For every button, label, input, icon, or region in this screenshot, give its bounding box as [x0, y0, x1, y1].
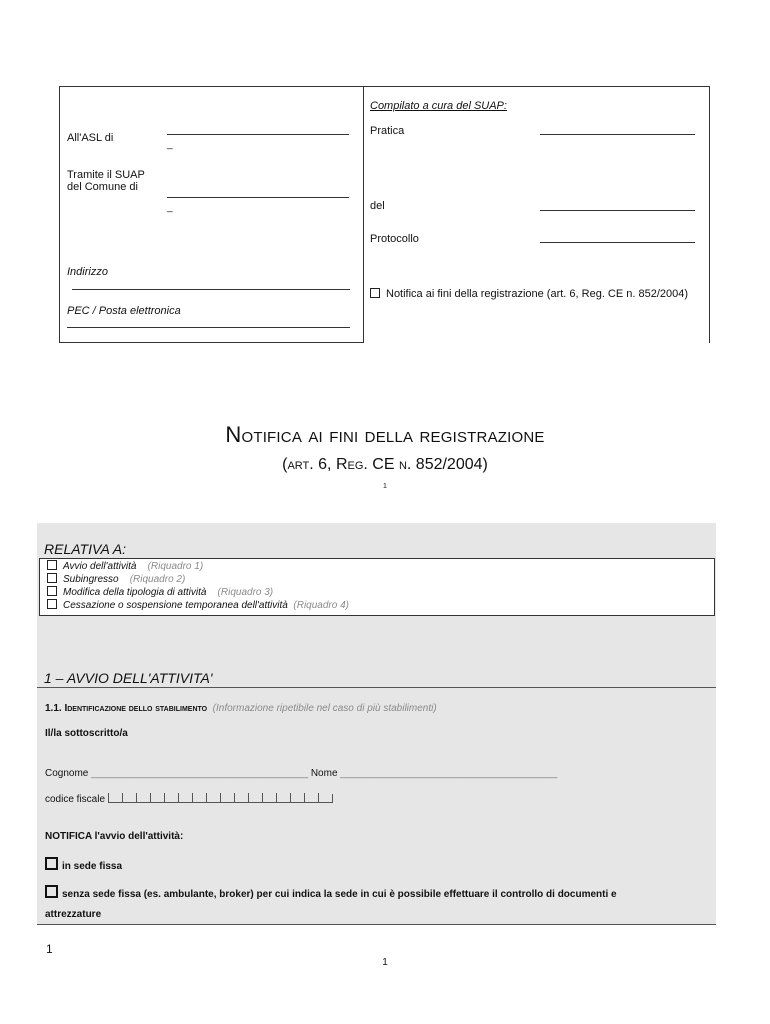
suap-label-2: del Comune di [67, 181, 138, 193]
checkbox-icon[interactable] [370, 288, 380, 298]
relativa-box [39, 558, 715, 616]
notifica-checkbox-row[interactable] [370, 288, 688, 300]
suap-field[interactable] [167, 197, 349, 198]
page-title: Notifica ai fini della registrazione [225, 422, 545, 447]
checkbox-icon[interactable] [45, 857, 58, 870]
nome-field[interactable]: _______________________________________ [340, 768, 558, 779]
notifica-label: NOTIFICA l'avvio dell'attività: [45, 831, 184, 842]
page-number: 1 [382, 957, 388, 968]
subsection-title: 1.1. Identificazione dello stabilimento (Informazione ripetibile nel caso di più stabilimenti) [45, 703, 437, 714]
asl-field[interactable] [167, 134, 349, 135]
suap-title: Compilato a cura del SUAP: [370, 100, 507, 112]
notifica-checkbox-label: Notifica ai fini della registrazione (art. 6, Reg. CE n. 852/2004) [386, 288, 689, 300]
section-bottom-divider [37, 924, 716, 925]
footnote-number: 1 [46, 942, 53, 956]
cognome-field[interactable]: _______________________________________ [91, 768, 309, 779]
checkbox-icon[interactable] [45, 885, 58, 898]
codice-fiscale-row [45, 793, 333, 806]
checkbox-icon[interactable] [47, 560, 57, 570]
option-sede-fissa[interactable]: in sede fissa [45, 857, 122, 872]
relativa-item[interactable]: Avvio dell'attività (Riquadro 1) [47, 560, 349, 573]
asl-underscore: _ [167, 139, 173, 150]
relativa-item[interactable]: Subingresso (Riquadro 2) [47, 573, 349, 586]
checkbox-icon[interactable] [47, 573, 57, 583]
cognome-label: Cognome [45, 768, 89, 779]
cf-input[interactable] [108, 795, 333, 806]
section1-heading: 1 – AVVIO DELL'ATTIVITA' [44, 670, 213, 686]
pratica-label: Pratica [370, 125, 405, 137]
pratica-field[interactable] [540, 134, 695, 135]
relativa-item[interactable]: Cessazione o sospensione temporanea dell'attività (Riquadro 4) [47, 599, 349, 612]
relativa-item[interactable]: Modifica della tipologia di attività (Riquadro 3) [47, 586, 349, 599]
asl-label: All'ASL di [67, 132, 114, 144]
relativa-heading: RELATIVA A: [44, 541, 126, 557]
indirizzo-label: Indirizzo [67, 266, 108, 278]
indirizzo-field[interactable] [72, 289, 350, 290]
pec-field[interactable] [67, 327, 350, 328]
page-subtitle: (art. 6, Reg. CE n. 852/2004) [282, 456, 488, 473]
checkbox-icon[interactable] [47, 599, 57, 609]
option-senza-sede[interactable]: senza sede fissa (es. ambulante, broker) per cui indica la sede in cui è possibile effettuare il controllo di documenti e attrezzature [45, 885, 715, 925]
name-row [45, 768, 557, 779]
nome-label: Nome [310, 768, 338, 779]
suap-underscore: _ [167, 202, 173, 213]
suap-label-1: Tramite il SUAP [67, 169, 145, 181]
sottoscritto-label: Il/la sottoscritto/a [45, 728, 128, 739]
protocollo-field[interactable] [540, 242, 695, 243]
del-field[interactable] [540, 210, 695, 211]
right-box [364, 86, 710, 343]
cf-label: codice fiscale [45, 794, 106, 805]
checkbox-icon[interactable] [47, 586, 57, 596]
protocollo-label: Protocollo [370, 233, 419, 245]
pec-label: PEC / Posta elettronica [67, 305, 181, 317]
footnote-ref: 1 [383, 483, 387, 490]
del-label: del [370, 200, 385, 212]
section1-divider [37, 687, 716, 688]
